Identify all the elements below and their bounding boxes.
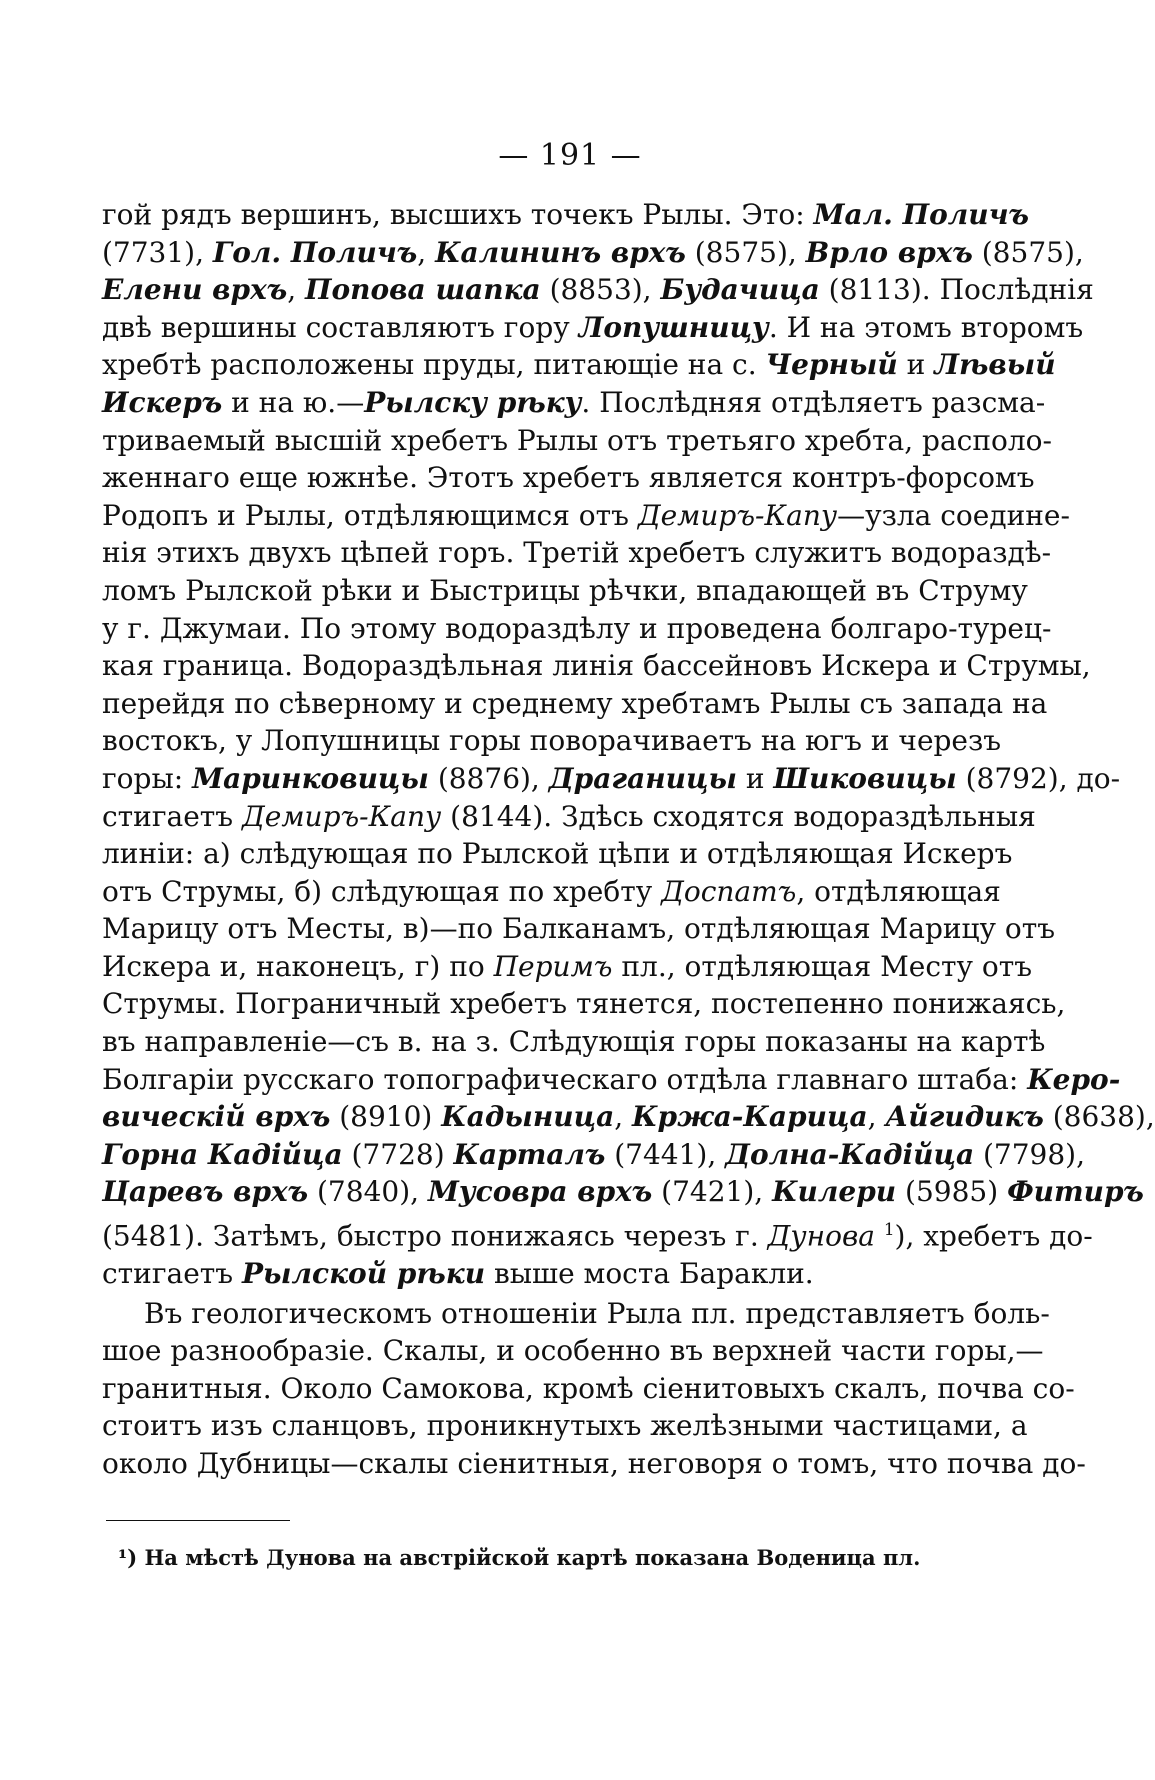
text-line: у г. Джумаи. По этому водораздѣлу и проведена болгаро-турец- <box>102 611 1052 645</box>
text-line: Елени врхъ, Попова шапка (8853), Будачица (8113). Послѣднія <box>102 273 1094 307</box>
text-line: шое разнообразіе. Скалы, и особенно въ верхней части горы,— <box>102 1334 1044 1368</box>
text-line: Струмы. Пограничный хребетъ тянется, постепенно понижаясь, <box>102 987 1066 1021</box>
text-line: перейдя по сѣверному и среднему хребтамъ Рылы съ запада на <box>102 686 1048 720</box>
text-line: Царевъ врхъ (7840), Мусовра врхъ (7421), Килери (5985) Фитиръ <box>102 1175 1144 1209</box>
text-line: (7731), Гол. Поличъ, Калининъ врхъ (8575), Врло врхъ (8575), <box>102 235 1084 269</box>
text-line: кая граница. Водораздѣльная линія бассейновъ Искера и Струмы, <box>102 649 1091 683</box>
text-line: гранитныя. Около Самокова, кромѣ сіенитовыхъ скалъ, почва со- <box>102 1371 1075 1405</box>
text-line: Въ геологическомъ отношеніи Рыла пл. представляетъ боль- <box>144 1296 1050 1330</box>
text-line: линіи: а) слѣдующая по Рылской цѣпи и отдѣляющая Искеръ <box>102 837 1013 871</box>
text-line: горы: Маринковицы (8876), Драганицы и Шиковицы (8792), до- <box>102 761 1121 795</box>
text-line: Искеръ и на ю.—Рылску рѣку. Послѣдняя отдѣляетъ разсма- <box>102 385 1046 419</box>
text-line: стигаетъ Демиръ-Капу (8144). Здѣсь сходятся водораздѣльныя <box>102 799 1036 833</box>
text-line: (5481). Затѣмъ, быстро понижаясь черезъ г. Дунова $^1$), хребетъ до- <box>102 1219 1093 1253</box>
text-line: Родопъ и Рылы, отдѣляющимся отъ Демиръ-Капу—узла соедине- <box>102 498 1070 532</box>
text-line: хребтѣ расположены пруды, питающіе на с. Черный и Лѣвый <box>102 348 1056 382</box>
text-line: стигаетъ Рылской рѣки выше моста Баракли. <box>102 1256 814 1290</box>
text-line: гой рядъ вершинъ, высшихъ точекъ Рылы. Это: Мал. Поличъ <box>102 198 1030 231</box>
text-line: нія этихъ двухъ цѣпей горъ. Третій хребетъ служитъ водораздѣ- <box>102 536 1052 570</box>
text-line: около Дубницы—скалы сіенитныя, неговоря о томъ, что почва до- <box>102 1446 1086 1480</box>
text-line: двѣ вершины составляютъ гору Лопушницу. И на этомъ второмъ <box>102 310 1084 344</box>
text-line: триваемый высшій хребетъ Рылы отъ третьяго хребта, располо- <box>102 423 1052 457</box>
text-line: Болгаріи русскаго топографическаго отдѣла главнаго штаба: Керо- <box>102 1062 1121 1096</box>
body-text <box>102 196 1155 1483</box>
text-line: Марицу отъ Месты, в)—по Балканамъ, отдѣляющая Марицу отъ <box>102 912 1056 946</box>
text-line: вическій врхъ (8910) Кадыница, Кржа-Карица, Айгидикъ (8638), <box>102 1100 1155 1134</box>
text-line: стоитъ изъ сланцовъ, проникнутыхъ желѣзными частицами, а <box>102 1409 1028 1443</box>
text-line: востокъ, у Лопушницы горы поворачиваетъ на югъ и черезъ <box>102 724 1002 758</box>
text-line: ломъ Рылской рѣки и Быстрицы рѣчки, впадающей въ Струму <box>102 573 1028 607</box>
text-line: женнаго еще южнѣе. Этотъ хребетъ является контръ-форсомъ <box>102 461 1035 495</box>
page-number: — 191 — <box>498 138 642 173</box>
text-line: въ направленіе—съ в. на з. Слѣдующія горы показаны на картѣ <box>102 1025 1046 1059</box>
text-line: Искера и, наконецъ, г) по Перимъ пл., отдѣляющая Месту отъ <box>102 949 1033 983</box>
text-line: отъ Струмы, б) слѣдующая по хребту Доспатъ, отдѣляющая <box>102 874 1001 908</box>
footnote-divider <box>106 1520 290 1521</box>
footnote: ¹) На мѣстѣ Дунова на австрійской картѣ показана Воденица пл. <box>118 1545 921 1570</box>
text-line: Горна Кадійца (7728) Карталъ (7441), Долна-Кадійца (7798), <box>102 1137 1085 1171</box>
